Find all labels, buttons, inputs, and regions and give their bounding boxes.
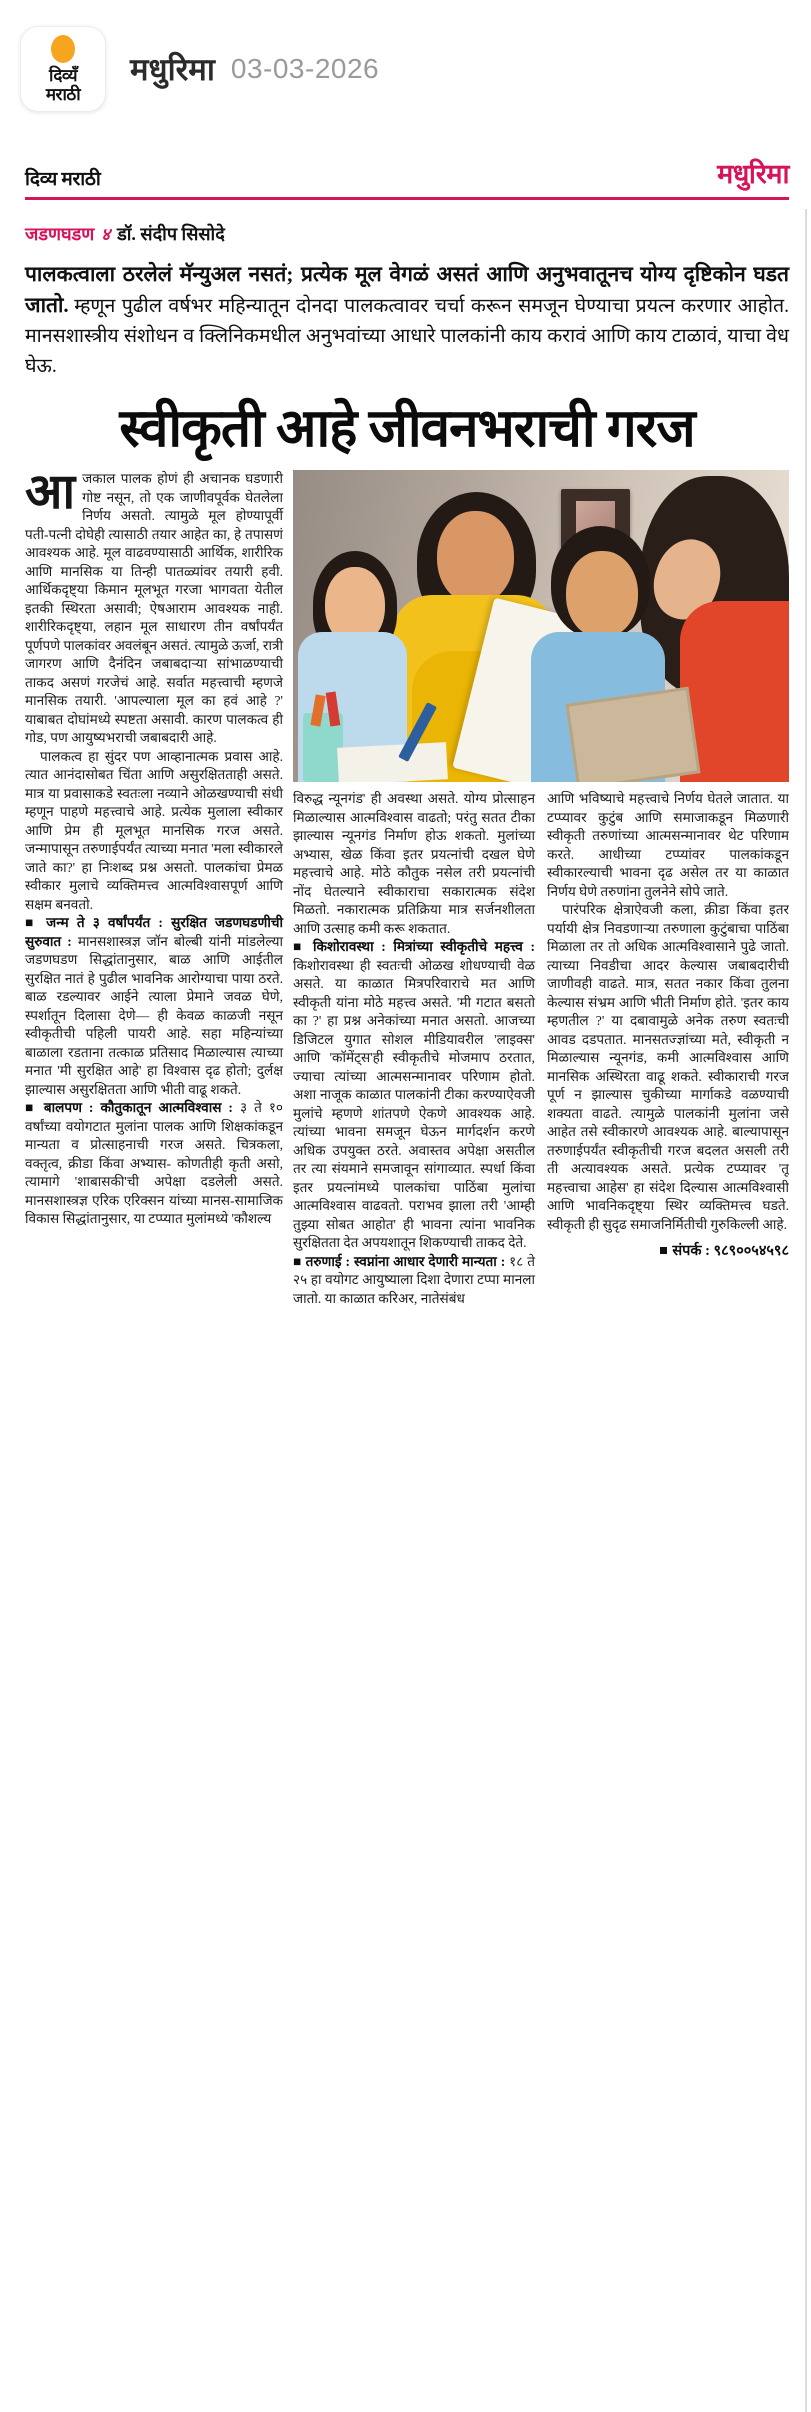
logo-text-line2: मराठी: [45, 85, 81, 104]
drop-cap: आ: [25, 470, 76, 519]
paragraph: पालकत्व हा सुंदर पण आव्हानात्मक प्रवास आहे. त्यात आनंदासोबत चिंता आणि असुरक्षितताही असते. मात्र या प्रवासाकडे स्वतःला नव्याने ओळखण्याची संधी म्हणून पाहणे महत्त्वाचे आहे. प्रत्येक मुलाला स्वीकार आणि प्रेम ही मूलभूत मानसिक गरज असते. जन्मापासून तरुणाईपर्यंत त्याच्या मनात 'मला स्वीकारले जाते का?' हा निःशब्द प्रश्न असतो. पालकांचा प्रेमळ स्वीकार मुलाचे व्यक्तिमत्त्व आत्मविश्वासपूर्ण आणि सक्षम बनवतो.: [25, 748, 283, 912]
paragraph: आणि भविष्याचे महत्त्वाचे निर्णय घेतले जातात. या टप्प्यावर कुटुंब आणि समाजाकडून मिळणारी स्वीकृती तरुणांच्या आत्मसन्मानावर थेट परिणाम करते. आधीच्या टप्प्यांवर पालकांकडून स्वीकारल्याची भावना दृढ असेल तर या काळात निर्णय घेणे तरुणांना तुलनेने सोपे जाते.: [547, 791, 789, 899]
masthead-rule: [25, 197, 789, 200]
page-edge-divider: [805, 209, 807, 2412]
headline: स्वीकृती आहे जीवनभराची गरज: [119, 400, 695, 458]
paragraph: [25, 470, 283, 748]
section-birth-to-3: [25, 914, 283, 1099]
section-childhood: [25, 1099, 283, 1229]
supplement-name: मधुरिमा: [717, 159, 789, 189]
app-header: [0, 0, 811, 126]
divya-marathi-logo[interactable]: [20, 26, 106, 112]
paragraph-text: १८ ते २५ हा वयोगट आयुष्याला दिशा देणारा टप्पा मानला जातो. या काळात करिअर, नातेसंबंध: [293, 1253, 535, 1306]
contact-number: संपर्क : ९८९००५४५९८: [672, 1243, 789, 1259]
section-youth: [293, 1253, 535, 1309]
column-3: [547, 790, 789, 1312]
paragraph: विरुद्ध न्यूनगंड' ही अवस्था असते. योग्य प्रोत्साहन मिळाल्यास आत्मविश्वास वाढतो; परंतु सतत टीका झाल्यास न्यूनगंड निर्माण होऊ शकतो. मुलांच्या अभ्यास, खेळ किंवा इतर प्रयत्नांची दखल घेणे महत्त्वाचे आहे. मोठे कौतुक नसेल तरी प्रयत्नांची नोंद घेतल्याने स्वीकाराचा सकारात्मक संदेश मिळतो. नकारात्मक प्रतिक्रिया मात्र सर्जनशीलता आणि उत्साह कमी करू शकतात.: [293, 791, 535, 936]
photo-album: [565, 686, 700, 782]
paragraph: पारंपरिक क्षेत्राऐवजी कला, क्रीडा किंवा इतर पर्यायी क्षेत्र निवडणाऱ्या तरुणाला कुटुंबाचा पाठिंबा मिळाला तर तो अधिक आत्मविश्वासाने पुढे जातो. त्याच्या निवडीचा आदर केल्यास जबाबदारीची जाणीवही वाढते. मात्र, सतत नकार किंवा तुलना केल्यास संभ्रम आणि भीती निर्माण होते. 'इतर काय म्हणतील ?' या दबावामुळे अनेक तरुण स्वतःची आवड दडपतात. मानसतज्ज्ञांच्या मते, स्वीकृती न मिळाल्यास न्यूनगंड, कमी आत्मविश्वास आणि मानसिक अस्थिरता वाढू शकते. स्वीकाराची गरज पूर्ण न झाल्यास चुकीच्या मार्गाकडे वळण्याची शक्यता वाढते. त्यामुळे पालकांनी मुलांना जसे आहेत तसे स्वीकारणे आवश्यक आहे. बाल्यापासून तरुणाईपर्यंत स्वीकृतीची गरज बदलत असली तरी ती अत्यावश्यक असते. प्रत्येक टप्प्यावर 'तू महत्त्वाचा आहेस' हा संदेश दिल्यास आत्मविश्वासी आणि भावनिकदृष्ट्या स्थिर व्यक्तिमत्त्व घडते. स्वीकृती ही सुदृढ समाजनिर्मितीची गुरुकिल्ली आहे.: [547, 902, 789, 1232]
article-photo: [293, 470, 789, 782]
boy-face: [566, 551, 638, 638]
contact-line: [547, 1240, 789, 1260]
section-subhead: ■ किशोरावस्था : मित्रांच्या स्वीकृतीचे महत्त्व :: [293, 939, 535, 954]
paragraph-text: किशोरावस्था ही स्वतःची ओळख शोधण्याची वेळ असते. या काळात मित्रपरिवाराचे मत आणि स्वीकृती यांना मोठे महत्त्व असते. 'मी गटात बसतो का ?' हा प्रश्न अनेकांच्या मनात असतो. आजच्या डिजिटल युगात सोशल मीडियावरील 'लाइक्स' आणि 'कॉमेंट्स'ही स्वीकृतीचे मोजमाप ठरतात, ज्याचा त्यांच्या आत्मसन्मानावर परिणाम होतो. अशा नाजूक काळात पालकांनी टीका करण्याऐवजी मुलांचे म्हणणे शांतपणे ऐकणे आवश्यक आहे. त्यांच्या भावना समजून घेऊन मार्गदर्शन करणे अधिक उपयुक्त ठरते. अवास्तव अपेक्षा असतील तर त्या संयमाने समजावून सांगाव्यात. स्पर्धा किंवा इतर प्रयत्नांमध्ये पालकांचा पाठिंबा मुलांचा आत्मविश्वास वाढवतो. पराभव झाला तरी 'आम्ही तुझ्या सोबत आहोत' ही भावना त्यांना भावनिक सुरक्षितता देत अपयशातून शिकण्याची ताकद देते.: [293, 957, 535, 1250]
paragraph-text: ३ ते १० वर्षांच्या वयोगटात मुलांना पालक आणि शिक्षकांकडून मान्यता व प्रोत्साहनाची गरज असते. चित्रकला, वक्तृत्व, क्रीडा किंवा अभ्यास- कोणतीही कृती असो, त्यामागे 'शाबासकी'ची अपेक्षा दडलेली असते. मानसशास्त्रज्ञ एरिक एरिक्सन यांच्या मानस-सामाजिक विकास सिद्धांतानुसार, या टप्प्यात मुलांमध्ये 'कौशल्य: [25, 1100, 283, 1226]
newspaper-page: [0, 154, 811, 1312]
article-body: [25, 470, 789, 1312]
paragraph-text: जकाल पालक होणं ही अचानक घडणारी गोष्ट नसून, तो एक जाणीवपूर्वक घेतलेला निर्णय असतो. त्यामुळे मूल होण्यापूर्वी पती-पत्नी दोघेही त्यासाठी तयार आहेत का, हे तपासणं आवश्यक आहे. मूल वाढवण्यासाठी आर्थिक, शारीरिक आणि मानसिक या तिन्ही पातळ्यांवर तयारी हवी. आर्थिकदृष्ट्या किमान मूलभूत गरजा भागवता येतील इतकी स्थिरता असावी; ऐषआराम आवश्यक नाही. शारीरिकदृष्ट्या, लहान मूल साधारण तीन वर्षांपर्यंत पूर्णपणे पालकांवर अवलंबून असतं. त्यामुळे ऊर्जा, रात्री जागरण आणि दैनंदिन जबाबदाऱ्या सांभाळण्याची ताकद असणं गरजेचं आहे. सर्वात महत्त्वाची म्हणजे मानसिक तयारी. 'आपल्याला मूल का हवं आहे ?' याबाबत दोघांमध्ये स्पष्टता असावी. कारण पालकत्व ही गोड, पण आयुष्यभराची जबाबदारी आहे.: [25, 471, 283, 745]
section-adolescence: [293, 938, 535, 1253]
author-name: डॉ. संदीप सिसोदे: [117, 224, 225, 244]
column-2: [293, 790, 535, 1312]
paragraph-text: मानसशास्त्रज्ञ जॉन बोल्बी यांनी मांडलेल्या जडणघडण सिद्धांतानुसार, बाळ आणि आईतील सुरक्षित नातं हे पुढील भावनिक आरोग्याचा पाया ठरते. बाळ रडल्यावर आईने त्याला प्रेमाने जवळ घेणे, स्पर्शातून दिलासा देणे— ही केवळ काळजी नसून स्वीकृतीची पहिली पायरी आहे. सहा महिन्यांच्या बाळाला रडताना तत्काळ प्रतिसाद मिळाल्यास त्याच्या मनात 'मी सुरक्षित आहे' हा विश्वास दृढ होतो; दुर्लक्ष झाल्यास असुरक्षितता आणि भीती वाढू शकते.: [25, 933, 283, 1097]
series-episode-number: ४: [101, 225, 111, 244]
drawing-paper: [337, 742, 448, 782]
intro-bold-text: पालकत्वाला ठरलेलं मॅन्युअल नसतं; प्रत्येक मूल वेगळं असतं आणि अनुभवातूनच योग्य दृष्टिकोन घडत जातो.: [25, 262, 789, 317]
logo-text-line1: दिव्यँ: [48, 66, 78, 85]
section-subhead: ■ बालपण : कौतुकातून आत्मविश्वास :: [25, 1100, 240, 1115]
masthead: [25, 154, 789, 191]
lower-columns: [293, 790, 789, 1312]
section-subhead: ■ तरुणाई : स्वप्नांना आधार देणारी मान्यता :: [293, 1253, 510, 1269]
article-intro: [25, 260, 789, 382]
series-title: जडणघडण: [25, 224, 95, 244]
edition-title: मधुरिमा: [130, 52, 215, 87]
bullet-square-icon: [660, 1247, 667, 1254]
article-kicker: [25, 222, 789, 246]
intro-rest-text: म्हणून पुढील वर्षभर महिन्यातून दोनदा पालकत्वावर चर्चा करून समजून घेण्याचा प्रयत्न करणार आहोत. मानसशास्त्रीय संशोधन व क्लिनिकमधील अनुभवांच्या आधारे पालकांनी काय करावं आणि काय टाळावं, याचा वेध घेऊ.: [25, 296, 789, 377]
section-subhead: ■ जन्म ते ३ वर्षांपर्यंत : सुरक्षित जडणघडणीची सुरुवात :: [25, 915, 283, 949]
column-1: [25, 470, 283, 1312]
edition-date: 03-03-2026: [230, 53, 380, 84]
logo-flame-icon: [51, 35, 75, 63]
mother-in-yellow-face: [437, 511, 514, 605]
article-right-section: [293, 470, 789, 1312]
paper-name: दिव्य मराठी: [25, 169, 101, 190]
